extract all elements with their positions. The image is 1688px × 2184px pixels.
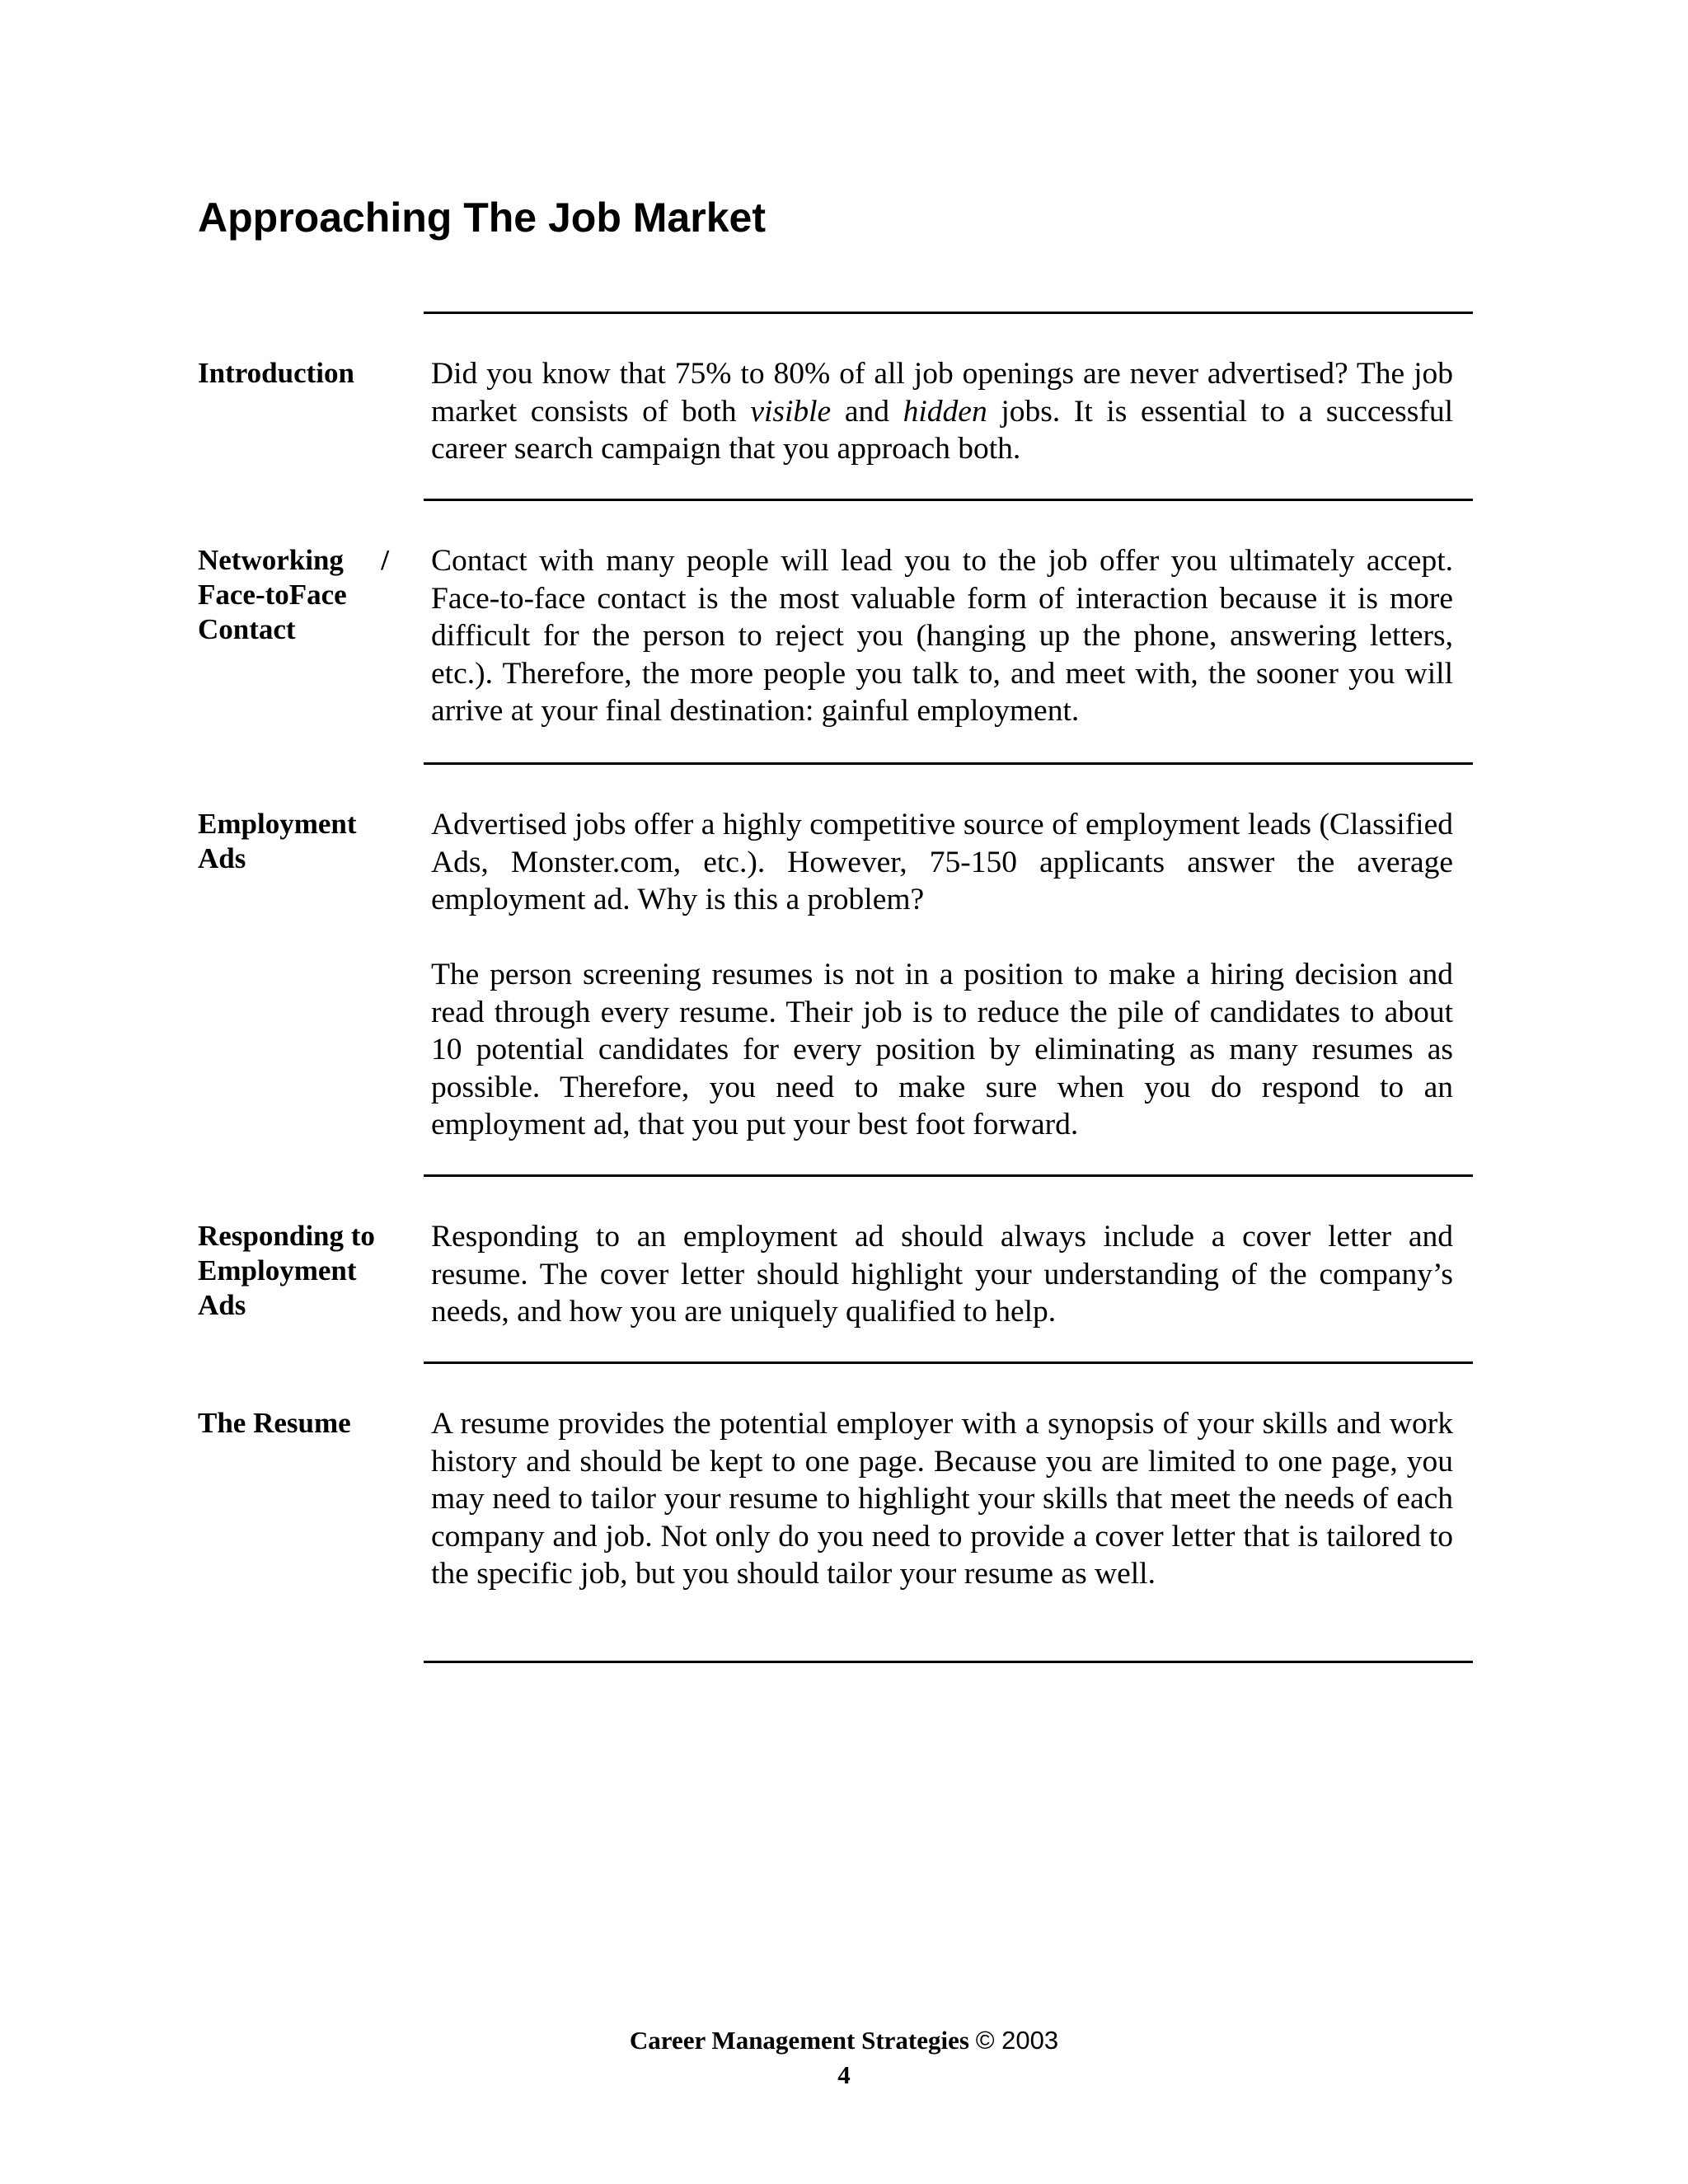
section-label-line: The Resume	[198, 1407, 351, 1439]
section-label-line: Employment	[198, 808, 357, 840]
section-body-employment-ads	[431, 806, 1453, 1144]
section-label-line: Face-toFace	[198, 579, 347, 611]
section-label-line: Ads	[198, 842, 246, 874]
emphasis-visible: visible	[750, 394, 832, 429]
section-label-line: Introduction	[198, 357, 354, 389]
section-paragraph: The person screening resumes is not in a position to make a hiring decision and read through every resume. Their job is to reduce the pile of candidates to about 10 potential candidates for every position by eliminating as many resumes as possible. Therefore, you need to make sure when you do respond to an employment ad, that you put your best foot forward.	[431, 958, 1453, 1141]
section-body-introduction	[431, 355, 1453, 468]
text-run: Did you know that 75% to 80% of all job openings are never advertised? The job market consists of both	[431, 357, 1453, 429]
section-paragraph: Responding to an employment ad should always include a cover letter and resume. The cover letter should highlight your understanding of the company’s needs, and how you are uniquely qualified to help.	[431, 1220, 1453, 1329]
section-label-line: Responding to	[198, 1220, 375, 1252]
section-label-introduction	[198, 356, 389, 391]
section-divider	[424, 762, 1473, 765]
section-label-line: Employment	[198, 1254, 357, 1286]
section-label-networking	[198, 543, 389, 647]
section-label-line: Ads	[198, 1289, 246, 1321]
section-label-line: Networking /	[198, 544, 389, 576]
footer-copyright: © 2003	[975, 2026, 1059, 2055]
section-divider	[424, 1661, 1473, 1663]
section-label-responding	[198, 1219, 389, 1323]
section-label-line: Contact	[198, 613, 296, 645]
section-body-networking	[431, 542, 1453, 730]
section-divider	[424, 312, 1473, 314]
text-run: jobs. It is essential to a successful career search campaign that you approach both.	[431, 394, 1453, 466]
emphasis-hidden: hidden	[903, 394, 987, 429]
section-divider	[424, 499, 1473, 501]
section-divider	[424, 1174, 1473, 1177]
section-label-resume	[198, 1406, 389, 1441]
footer-publication	[0, 2024, 1688, 2057]
section-label-employment-ads	[198, 807, 389, 876]
page-number: 4	[837, 2060, 851, 2089]
section-paragraph: Contact with many people will lead you to the job offer you ultimately accept. Face-to-face contact is the most valuable form of interaction because it is more difficult for the person to reject you (hanging up the phone, answering letters, etc.). Therefore, the more people you talk to, and meet with, the sooner you will arrive at your final destination: gainful employment.	[431, 544, 1453, 728]
text-run: and	[831, 394, 903, 429]
section-body-resume	[431, 1405, 1453, 1593]
section-body-responding	[431, 1218, 1453, 1331]
page-title: Approaching The Job Market	[198, 194, 766, 241]
section-paragraph	[431, 355, 1453, 468]
footer-publication-name: Career Management Strategies	[629, 2026, 969, 2055]
section-paragraph: A resume provides the potential employer with a synopsis of your skills and work history and should be kept to one page. Because you are limited to one page, you may need to tailor your resume to highlight your skills that meet the needs of each company and job. Not only do you need to provide a cover letter that is tailored to the specific job, but you should tailor your resume as well.	[431, 1407, 1453, 1591]
section-paragraph: Advertised jobs offer a highly competitive source of employment leads (Classified Ads, Monster.com, etc.). However, 75-150 applicants answer the average employment ad. Why is this a problem?	[431, 808, 1453, 916]
section-divider	[424, 1361, 1473, 1364]
